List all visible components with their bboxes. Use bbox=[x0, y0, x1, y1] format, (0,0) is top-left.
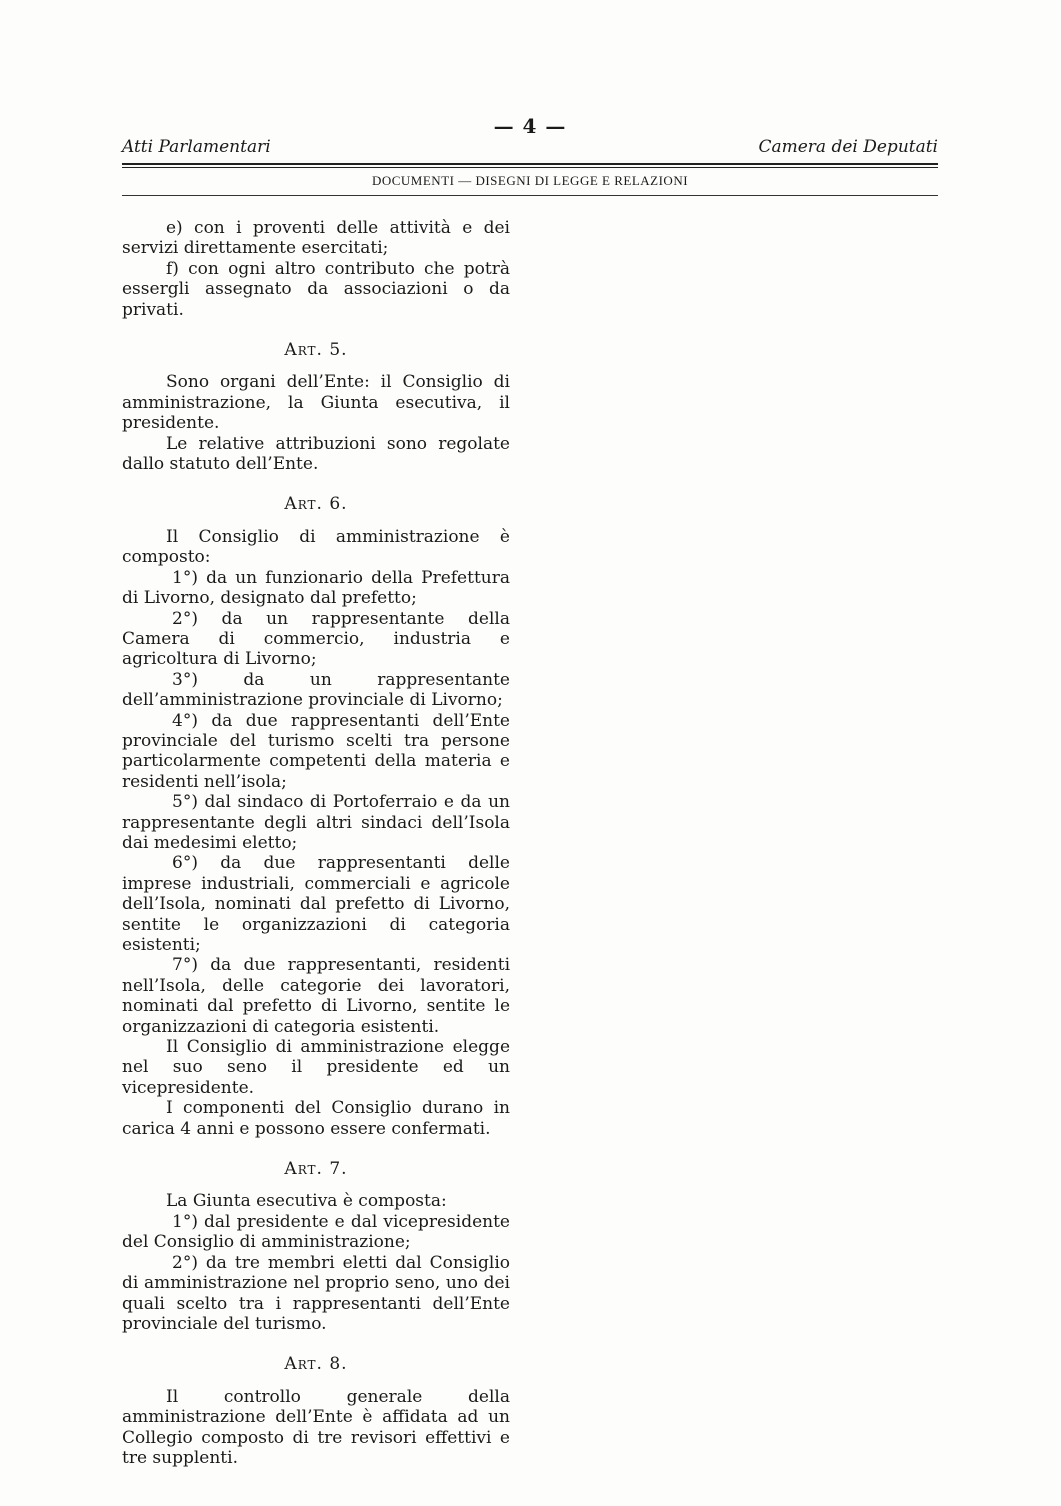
art6-heading: Art. 6. bbox=[284, 494, 348, 515]
header-left: Atti Parlamentari bbox=[122, 137, 271, 157]
header-right: Camera dei Deputati bbox=[758, 137, 938, 157]
art5-paragraph-1: Sono organi dell’Ente: il Consiglio di amministrazione, la Giunta esecutiva, il presidente. bbox=[122, 372, 510, 434]
art7-heading: Art. 7. bbox=[284, 1159, 348, 1180]
art6-item-1: 1°) da un funzionario della Prefettura di Livorno, designato dal prefetto; bbox=[122, 567, 510, 609]
art8-paragraph-1: Il controllo generale della amministrazione dell’Ente è affidata ad un Collegio composto di tre revisori effettivi e tre supplenti. bbox=[122, 1386, 510, 1468]
art5-paragraph-2: Le relative attribuzioni sono regolate dallo statuto dell’Ente. bbox=[122, 433, 510, 475]
art7-item-2: 2°) da tre membri eletti dal Consiglio di amministrazione nel proprio seno, uno dei quali scelto tra i rappresentanti dell’Ente provinciale del turismo. bbox=[122, 1252, 510, 1334]
art7-item-1: 1°) dal presidente e dal vicepresidente del Consiglio di amministrazione; bbox=[122, 1211, 510, 1253]
art6-item-4: 4°) da due rappresentanti dell’Ente provinciale del turismo scelti tra persone particolarmente competenti della materia e residenti nell’isola; bbox=[122, 710, 510, 792]
art6-intro: Il Consiglio di amministrazione è composto: bbox=[122, 526, 510, 568]
art6-item-5: 5°) dal sindaco di Portoferraio e da un rappresentante degli altri sindaci dell’Isola dai medesimi eletto; bbox=[122, 792, 510, 853]
clause-f: f) con ogni altro contributo che potrà essergli assegnato da associazioni o da privati. bbox=[122, 258, 510, 320]
art6-item-6: 6°) da due rappresentanti delle imprese industriali, commerciali e agricole dell’Isola, nominati dal prefetto di Livorno, sentite le organizzazioni di categoria esistenti; bbox=[122, 853, 510, 955]
text-column bbox=[122, 218, 510, 1468]
header-rule-thin bbox=[122, 167, 938, 168]
art6-paragraph-3: I componenti del Consiglio durano in carica 4 anni e possono essere confermati. bbox=[122, 1098, 510, 1139]
section-title: DOCUMENTI — DISEGNI DI LEGGE E RELAZIONI bbox=[371, 173, 689, 188]
header-rule-thick bbox=[122, 163, 938, 165]
page-number: — 4 — bbox=[493, 114, 567, 138]
art5-heading: Art. 5. bbox=[284, 340, 348, 361]
art6-item-2: 2°) da un rappresentante della Camera di commercio, industria e agricoltura di Livorno; bbox=[122, 608, 510, 670]
art6-paragraph-2: Il Consiglio di amministrazione elegge nel suo seno il presidente ed un vicepresidente. bbox=[122, 1037, 510, 1098]
clause-e: e) con i proventi delle attività e dei servizi direttamente esercitati; bbox=[122, 218, 510, 259]
section-rule bbox=[122, 195, 938, 196]
art8-heading: Art. 8. bbox=[284, 1354, 348, 1375]
art6-item-7: 7°) da due rappresentanti, residenti nell’Isola, delle categorie dei lavoratori, nominati dal prefetto di Livorno, sentite le organizzazioni di categoria esistenti. bbox=[122, 955, 510, 1037]
art7-intro: La Giunta esecutiva è composta: bbox=[166, 1191, 447, 1212]
art6-item-3: 3°) da un rappresentante dell’amministrazione provinciale di Livorno; bbox=[122, 669, 510, 711]
